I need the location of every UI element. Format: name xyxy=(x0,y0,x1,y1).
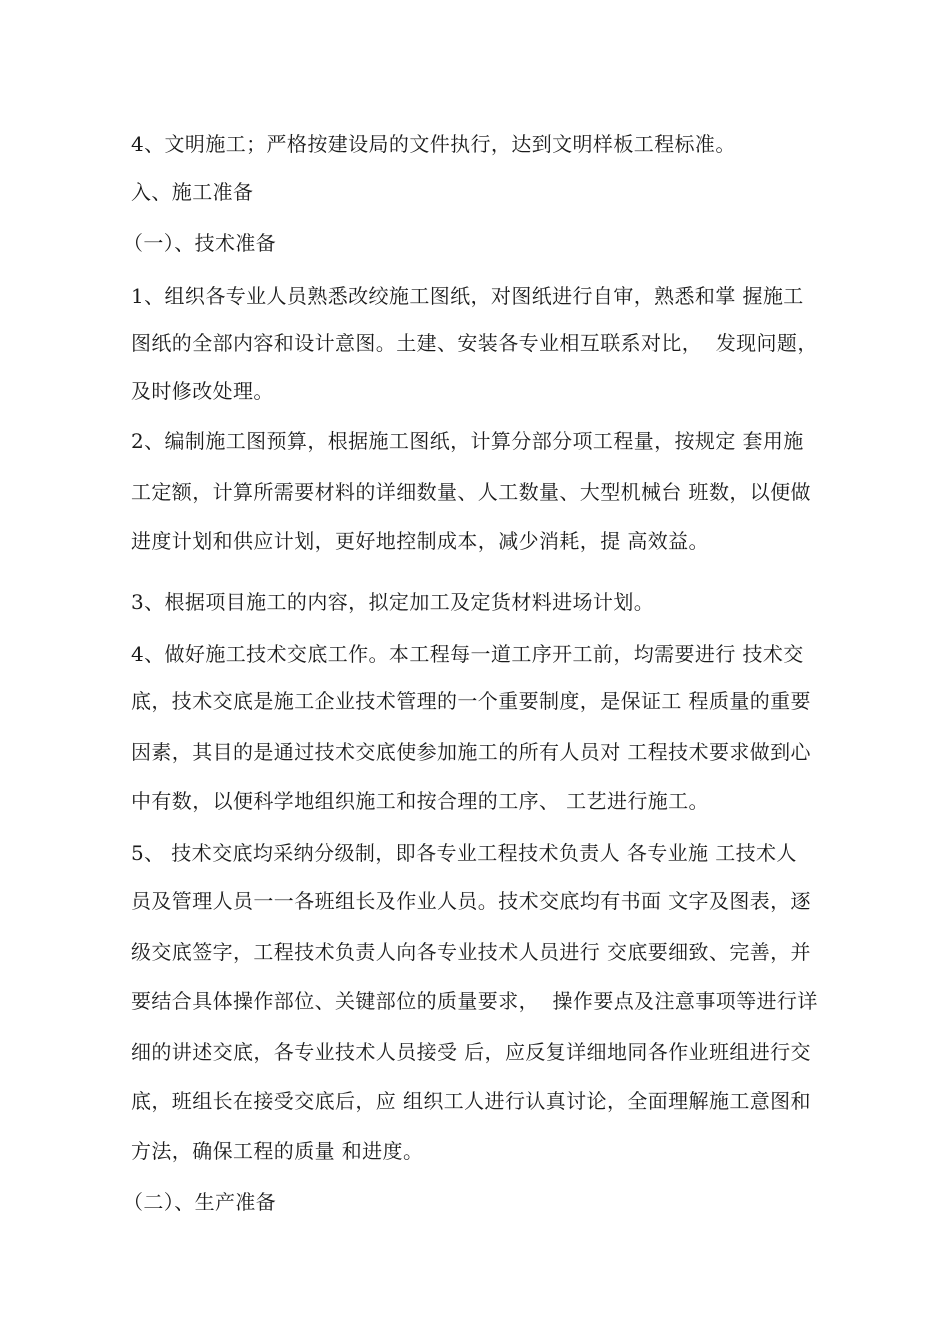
text-line: 细的讲述交底，各专业技术人员接受 后，应反复详细地同各作业班组进行交 xyxy=(131,1040,811,1064)
text-line: 图纸的全部内容和设计意图。土建、安装各专业相互联系对比， 发现问题， xyxy=(131,331,818,355)
text-line: 方法，确保工程的质量 和进度。 xyxy=(131,1139,424,1163)
text-line: 及时修改处理。 xyxy=(131,379,274,403)
text-line: 5、 技术交底均采纳分级制，即各专业工程技术负责人 各专业施 工技术人 xyxy=(131,841,797,865)
text-line: 进度计划和供应计划，更好地控制成本，减少消耗，提 高效益。 xyxy=(131,529,709,553)
text-line: 员及管理人员一一各班组长及作业人员。技术交底均有书面 文字及图表，逐 xyxy=(131,889,811,913)
text-line: 中有数，以便科学地组织施工和按合理的工序、 工艺进行施工。 xyxy=(131,789,709,813)
subsection-heading: （一）、技术准备 xyxy=(123,231,277,255)
text-line: 因素，其目的是通过技术交底使参加施工的所有人员对 工程技术要求做到心 xyxy=(131,740,811,764)
text-line: 2、编制施工图预算，根据施工图纸，计算分部分项工程量，按规定 套用施 xyxy=(131,429,804,453)
text-line: 底，技术交底是施工企业技术管理的一个重要制度，是保证工 程质量的重要 xyxy=(131,689,811,713)
text-line: 1、组织各专业人员熟悉改绞施工图纸，对图纸进行自审，熟悉和掌 握施工 xyxy=(131,284,804,308)
text-line: 3、根据项目施工的内容，拟定加工及定货材料进场计划。 xyxy=(131,590,655,614)
text-line: 4、文明施工；严格按建设局的文件执行，达到文明样板工程标准。 xyxy=(131,132,736,156)
text-line: 底，班组长在接受交底后，应 组织工人进行认真讨论，全面理解施工意图和 xyxy=(131,1089,811,1113)
text-line: 工定额，计算所需要材料的详细数量、人工数量、大型机械台 班数，以便做 xyxy=(131,480,811,504)
text-line: 要结合具体操作部位、关键部位的质量要求， 操作要点及注意事项等进行详 xyxy=(131,989,818,1013)
text-line: 级交底签字，工程技术负责人向各专业技术人员进行 交底要细致、完善，并 xyxy=(131,940,811,964)
subsection-heading: （二）、生产准备 xyxy=(123,1190,277,1214)
section-heading: 入、施工准备 xyxy=(131,180,254,204)
text-line: 4、做好施工技术交底工作。本工程每一道工序开工前，均需要进行 技术交 xyxy=(131,642,804,666)
